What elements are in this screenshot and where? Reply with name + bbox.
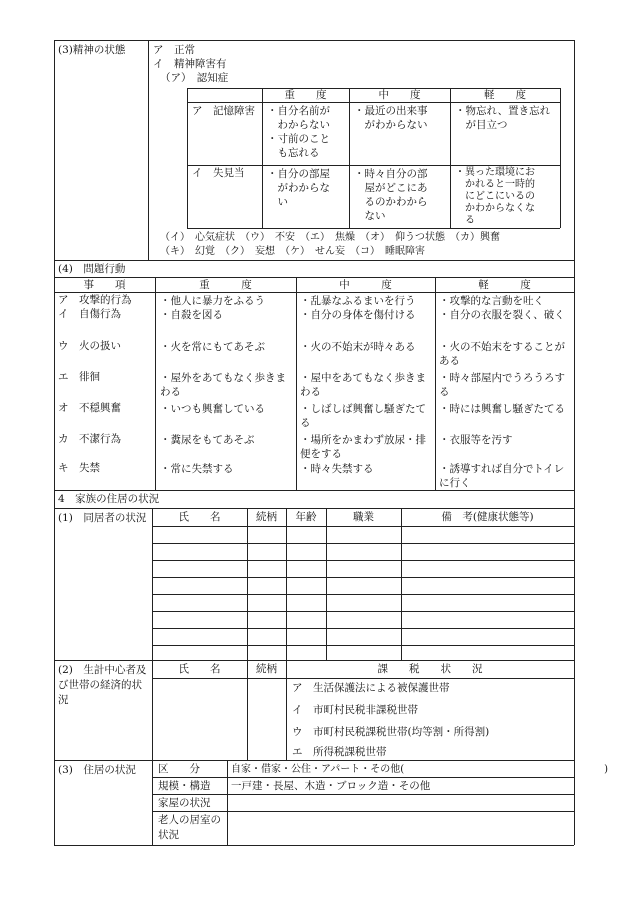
behavior-moderate: ・場所をかまわず放尿・排便をする	[300, 434, 426, 460]
mental-disorder: イ 精神障害有	[153, 58, 227, 70]
housing-key-room: 老人の居室の状況	[158, 814, 221, 841]
mental-normal: ア 正常	[153, 44, 195, 56]
family-section-title: 4 家族の住居の状況	[58, 493, 160, 505]
tax-item-a: ア 生活保護法による被保護世帯	[292, 682, 450, 694]
dementia-label: （ア） 認知症	[160, 72, 229, 84]
behavior-header-severe: 重 度	[199, 279, 252, 291]
disorientation-moderate: ・時々自分の部 屋がどこにあ るのかわから ない	[354, 168, 428, 222]
behavior-severe: ・屋外をあてもなく歩きまわる	[160, 372, 286, 398]
behavior-moderate: ・屋中をあてもなく歩きまわる	[300, 372, 426, 398]
behavior-mild: ・時には興奮し騒ぎたてる	[439, 403, 565, 415]
income-label: (2) 生計中心者及び世帯の経済的状況	[58, 664, 147, 706]
cohabit-label: (1) 同居者の状況	[58, 512, 147, 524]
memory-label: ア 記憶障害	[192, 105, 255, 117]
disorientation-label: イ 失見当	[192, 167, 245, 179]
behavior-mild: ・火の不始末をすることがある	[439, 341, 565, 367]
behavior-header-mild: 軽 度	[478, 279, 531, 291]
behavior-item: オ 不穏興奮	[58, 402, 121, 414]
cohabit-header-notes: 備 考(健康状態等)	[441, 511, 534, 523]
behavior-mild: ・衣服等を汚す	[439, 434, 513, 446]
tax-item-e: エ 所得税課税世帯	[292, 746, 387, 758]
other-symptoms-2: （キ） 幻覚 （ク） 妄想 （ケ） せん妄 （コ） 睡眠障害	[160, 246, 425, 257]
other-symptoms-1: （イ） 心気症状 （ウ） 不安 （エ） 焦燥 （オ） 仰うつ状態 （カ）興奮	[160, 232, 500, 243]
behavior-item: イ 自傷行為	[58, 308, 121, 320]
behavior-item: ウ 火の扱い	[58, 340, 121, 352]
memory-moderate: ・最近の出来事 がわからない	[354, 105, 428, 131]
behavior-moderate: ・しばしば興奮し騒ぎたてる	[300, 403, 426, 429]
behavior-mild: ・自分の衣服を裂く、破く	[439, 309, 565, 321]
income-header-relation: 続柄	[256, 663, 277, 675]
behavior-label: (4) 問題行動	[58, 263, 126, 275]
disorientation-mild: ・異った環境にお かれると一時的 にどこにいるの かわからなくな る	[455, 167, 535, 226]
cohabit-header-name: 氏 名	[178, 511, 221, 523]
behavior-severe: ・他人に暴力をふるう	[160, 295, 265, 307]
dementia-header-severe: 重 度	[284, 89, 327, 101]
memory-mild: ・物忘れ、置き忘れ が目立つ	[455, 105, 551, 131]
behavior-severe: ・火を常にもてあそぶ	[160, 341, 265, 353]
behavior-severe: ・自殺を図る	[160, 309, 223, 321]
behavior-moderate: ・時々失禁する	[300, 463, 374, 475]
behavior-item: キ 失禁	[58, 462, 100, 474]
income-header-tax: 課 税 状 況	[377, 663, 483, 675]
behavior-moderate: ・乱暴なふるまいを行う	[300, 295, 416, 307]
housing-key-type: 区 分	[158, 763, 200, 775]
income-header-name: 氏 名	[178, 663, 221, 675]
behavior-mild: ・攻撃的な言動を吐く	[439, 295, 544, 307]
behavior-severe: ・糞尿をもてあそぶ	[160, 434, 255, 446]
cohabit-header-relation: 続柄	[256, 511, 277, 523]
dementia-header-moderate: 中 度	[378, 89, 421, 101]
disorientation-severe: ・自分の部屋 がわからな い	[267, 168, 330, 208]
behavior-header-item: 事 項	[83, 279, 126, 291]
behavior-moderate: ・自分の身体を傷付ける	[300, 309, 416, 321]
housing-label: (3) 住居の状況	[58, 764, 136, 776]
cohabit-header-job: 職業	[353, 511, 374, 523]
tax-item-u: ウ 市町村民税課税世帯(均等割・所得割)	[292, 726, 490, 738]
behavior-severe: ・常に失禁する	[160, 463, 234, 475]
housing-value-structure: 一戸建・長屋、木造・ブロック造・その他	[231, 780, 431, 792]
behavior-moderate: ・火の不始末が時々ある	[300, 341, 416, 353]
housing-key-condition: 家屋の状況	[158, 797, 211, 809]
mental-label: (3)精神の状態	[58, 44, 126, 56]
behavior-mild: ・誘導すれば自分でトイレに行く	[439, 463, 565, 489]
memory-severe: ・自分名前が わからない ・寸前のこと も忘れる	[267, 105, 330, 159]
dementia-header-mild: 軽 度	[484, 89, 526, 101]
behavior-mild: ・時々部屋内でうろうろする	[439, 372, 565, 398]
behavior-severe: ・いつも興奮している	[160, 403, 265, 415]
behavior-item: ア 攻撃的行為	[58, 294, 132, 306]
cohabit-header-age: 年齢	[295, 511, 317, 523]
behavior-header-moderate: 中 度	[339, 279, 392, 291]
behavior-item: カ 不潔行為	[58, 433, 121, 445]
housing-key-structure: 規模・構造	[158, 780, 211, 792]
tax-item-i: イ 市町村民税非課税世帯	[292, 704, 418, 716]
behavior-item: エ 徘徊	[58, 371, 100, 383]
housing-value-type: 自家・借家・公住・アパート・その他( )	[231, 764, 609, 775]
